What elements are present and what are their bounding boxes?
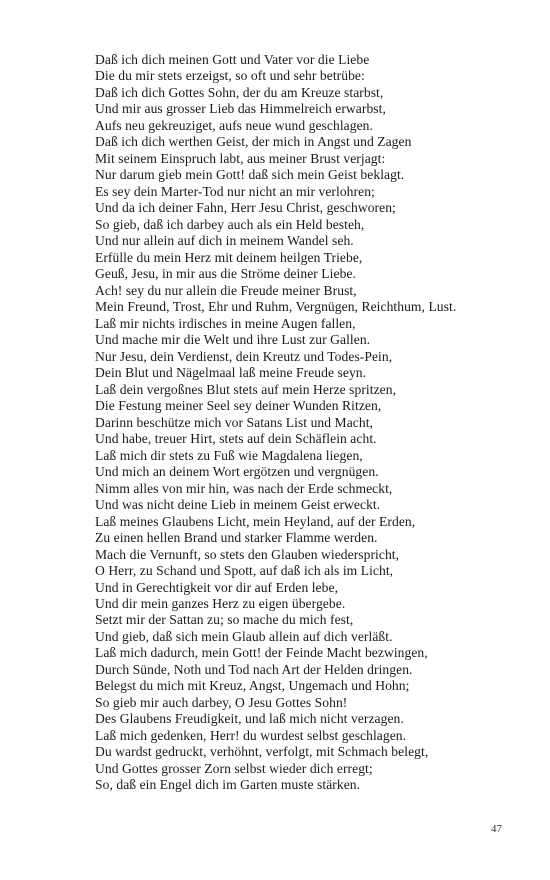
- poem-line: Und Gottes grosser Zorn selbst wieder dich erregt;: [95, 760, 373, 776]
- poem-line: So, daß ein Engel dich im Garten muste stärken.: [95, 777, 361, 793]
- poem-line: Nur Jesu, dein Verdienst, dein Kreutz und Todes-Pein,: [95, 348, 393, 364]
- poem-line: Aufs neu gekreuziget, aufs neue wund geschlagen.: [95, 117, 373, 133]
- poem-line: Geuß, Jesu, in mir aus die Ströme deiner Liebe.: [95, 266, 356, 282]
- poem-line: Daß ich dich Gottes Sohn, der du am Kreuze starbst,: [95, 84, 384, 100]
- poem-line: So gieb, daß ich darbey auch als ein Held besteh,: [95, 216, 365, 232]
- poem-line: Ach! sey du nur allein die Freude meiner Brust,: [95, 282, 357, 298]
- poem-line: Laß mich gedenken, Herr! du wurdest selbst geschlagen.: [95, 727, 407, 743]
- poem-line: Und dir mein ganzes Herz zu eigen übergebe.: [95, 595, 346, 611]
- poem-line: Und mich an deinem Wort ergötzen und vergnügen.: [95, 464, 379, 480]
- poem-line: Du wardst gedruckt, verhöhnt, verfolgt, mit Schmach belegt,: [95, 744, 429, 760]
- poem-text: [95, 52, 525, 794]
- poem-line: Daß ich dich meinen Gott und Vater vor die Liebe: [95, 52, 370, 67]
- poem-line: Und was nicht deine Lieb in meinem Geist erweckt.: [95, 497, 381, 513]
- poem-line: Es sey dein Marter-Tod nur nicht an mir verlohren;: [95, 183, 375, 199]
- poem-line: Mein Freund, Trost, Ehr und Ruhm, Vergnügen, Reichthum, Lust.: [95, 299, 457, 315]
- poem-line: Nur darum gieb mein Gott! daß sich mein Geist beklagt.: [95, 167, 405, 183]
- poem-line: Und in Gerechtigkeit vor dir auf Erden lebe,: [95, 579, 339, 595]
- poem-line: So gieb mir auch darbey, O Jesu Gottes Sohn!: [95, 694, 348, 710]
- poem-line: Und habe, treuer Hirt, stets auf dein Schäflein acht.: [95, 431, 377, 447]
- poem-line: Mach die Vernunft, so stets den Glauben wiederspricht,: [95, 546, 400, 562]
- poem-line: Zu einen hellen Brand und starker Flamme werden.: [95, 530, 378, 546]
- poem-line: Die du mir stets erzeigst, so oft und sehr betrübe:: [95, 68, 365, 84]
- poem-line: Darinn beschütze mich vor Satans List und Macht,: [95, 414, 373, 430]
- poem-line: Und mir aus grosser Lieb das Himmelreich erwarbst,: [95, 101, 386, 117]
- poem-line: Laß mich dadurch, mein Gott! der Feinde Macht bezwingen,: [95, 645, 428, 661]
- poem-line: Die Festung meiner Seel sey deiner Wunden Ritzen,: [95, 398, 382, 414]
- poem-line: Belegst du mich mit Kreuz, Angst, Ungemach und Hohn;: [95, 678, 410, 694]
- poem-line: Laß mir nichts irdisches in meine Augen fallen,: [95, 315, 356, 331]
- poem-line: Und nur allein auf dich in meinem Wandel seh.: [95, 233, 354, 249]
- poem-line: Durch Sünde, Noth und Tod nach Art der Helden dringen.: [95, 661, 413, 677]
- poem-line: Laß meines Glaubens Licht, mein Heyland, auf der Erden,: [95, 513, 416, 529]
- poem-line: Setzt mir der Sattan zu; so mache du mich fest,: [95, 612, 354, 628]
- poem-line: Des Glaubens Freudigkeit, und laß mich nicht verzagen.: [95, 711, 404, 727]
- poem-line: Nimm alles von mir hin, was nach der Erde schmeckt,: [95, 480, 393, 496]
- poem-line: Erfülle du mein Herz mit deinem heilgen Triebe,: [95, 249, 363, 265]
- poem-line: Dein Blut und Nägelmaal laß meine Freude seyn.: [95, 365, 367, 381]
- poem-line: Daß ich dich werthen Geist, der mich in Angst und Zagen: [95, 134, 412, 150]
- poem-line: Laß dein vergoßnes Blut stets auf mein Herze spritzen,: [95, 381, 397, 397]
- poem-line: Mit seinem Einspruch labt, aus meiner Brust verjagt:: [95, 150, 386, 166]
- poem-line: Und gieb, daß sich mein Glaub allein auf dich verläßt.: [95, 628, 393, 644]
- page-number: 47: [491, 823, 502, 835]
- poem-line: Und da ich deiner Fahn, Herr Jesu Christ, geschworen;: [95, 200, 396, 216]
- poem-line: Und mache mir die Welt und ihre Lust zur Gallen.: [95, 332, 371, 348]
- poem-line: O Herr, zu Schand und Spott, auf daß ich als im Licht,: [95, 563, 394, 579]
- poem-line: Laß mich dir stets zu Fuß wie Magdalena liegen,: [95, 447, 363, 463]
